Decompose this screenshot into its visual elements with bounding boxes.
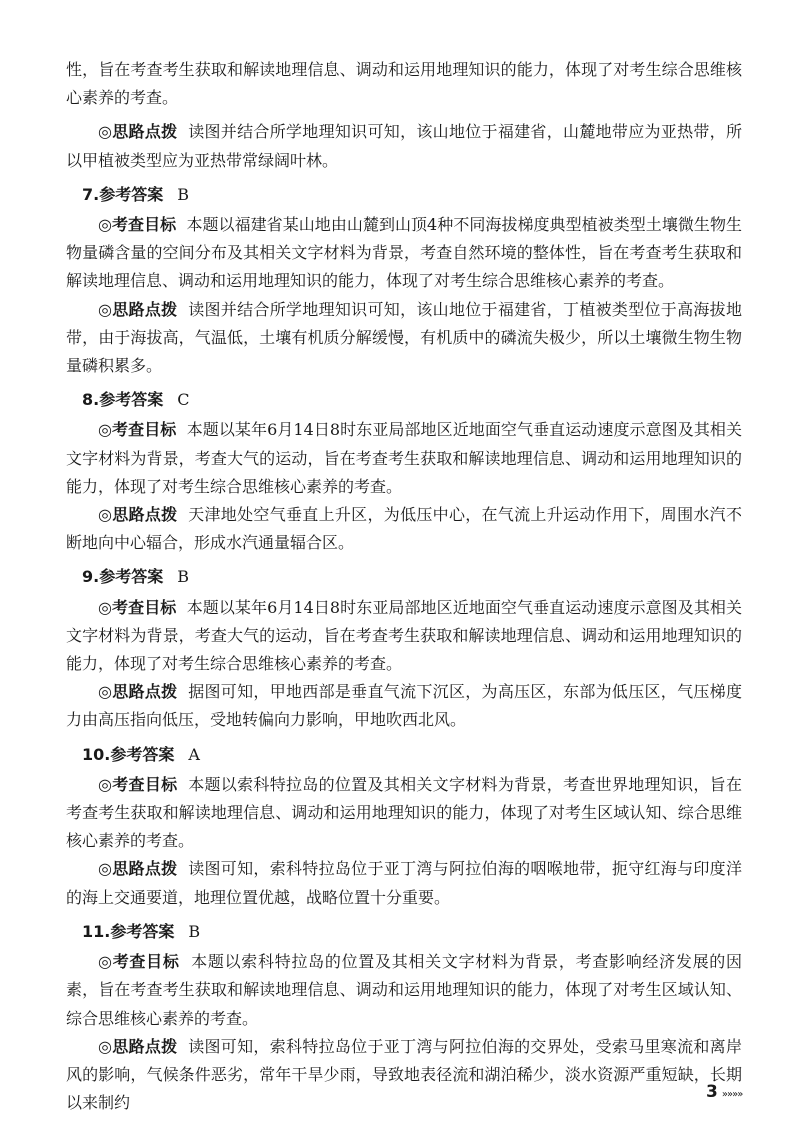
answer-line [66,181,742,209]
answer-label: 参考答案 [110,921,175,941]
goal-label: 考查目标 [112,774,178,794]
question-number: 11. [82,921,111,941]
tip-label: 思路点拨 [112,859,178,879]
tip-text: 读图并结合所学地理知识可知，该山地位于福建省，山麓地带应为亚热带，所以甲植被类型应为亚热带常绿阔叶林。 [66,122,742,170]
goal-paragraph [66,594,742,679]
bullet-mark-icon: ◎ [98,682,113,702]
answer-page [66,56,742,1117]
answer-label: 参考答案 [110,744,175,764]
question-number: 7. [82,184,100,204]
bullet-mark-icon: ◎ [98,505,113,525]
goal-paragraph [66,771,742,856]
page-footer [706,1082,742,1102]
bullet-mark-icon: ◎ [98,859,113,879]
answer-item-8 [66,386,742,557]
question-number: 9. [82,567,100,587]
answer-item-9 [66,563,742,734]
tip-text: 读图并结合所学地理知识可知，该山地位于福建省，丁植被类型位于高海拔地带，由于海拔高，气温低，土壤有机质分解缓慢，有机质中的磷流失极少，所以土壤微生物生物量磷积累多。 [66,299,742,376]
question-number: 10. [82,744,111,764]
goal-text: 本题以福建省某山地由山麓到山顶4种不同海拔梯度典型植被类型土壤微生物生物量磷含量的空间分布及其相关文字材料为背景，考查自然环境的整体性，旨在考查考生获取和解读地理信息、调动和运用地理知识的能力，体现了对考生综合思维核心素养的考查。 [66,215,743,291]
answer-key: C [177,390,190,410]
answer-line [66,918,742,946]
page-arrows-icon: »»»» [721,1089,743,1100]
answer-label: 参考答案 [99,390,164,410]
tip-text: 据图可知，甲地西部是垂直气流下沉区，为高压区，东部为低压区，气压梯度力由高压指向低压，受地转偏向力影响，甲地吹西北风。 [66,682,742,730]
question-number: 8. [82,390,100,410]
intro-paragraph [66,56,742,112]
tip-paragraph [66,678,742,734]
answer-item-7 [66,181,742,380]
answer-line [66,563,742,591]
bullet-mark-icon: ◎ [98,122,113,142]
bullet-mark-icon: ◎ [98,597,113,617]
answer-label: 参考答案 [99,567,164,587]
tip-text: 读图可知，索科特拉岛位于亚丁湾与阿拉伯海的咽喉地带，扼守红海与印度洋的海上交通要道，地理位置优越，战略位置十分重要。 [66,859,742,907]
bullet-mark-icon: ◎ [98,774,113,794]
goal-label: 考查目标 [112,215,177,235]
answer-line [66,741,742,769]
goal-text: 本题以某年6月14日8时东亚局部地区近地面空气垂直运动速度示意图及其相关文字材料为背景，考查大气的运动，旨在考查考生获取和解读地理信息、调动和运用地理知识的能力，体现了对考生综合思维核心素养的考查。 [66,597,742,674]
answer-item-11 [66,918,742,1117]
goal-label: 考查目标 [112,952,180,972]
goal-text: 本题以索科特拉岛的位置及其相关文字材料为背景，考查世界地理知识，旨在考查考生获取和解读地理信息、调动和运用地理知识的能力，体现了对考生区域认知、综合思维核心素养的考查。 [66,774,742,851]
tip-paragraph [66,501,742,557]
answer-label: 参考答案 [99,184,164,204]
answer-key: B [177,184,189,204]
answer-item-10 [66,741,742,912]
bullet-mark-icon: ◎ [98,420,113,440]
tip-paragraph [66,296,742,381]
tip-paragraph [66,855,742,911]
answer-key: B [177,567,189,587]
tip-text: 天津地处空气垂直上升区，为低压中心，在气流上升运动作用下，周围水汽不断地向中心辐合，形成水汽通量辐合区。 [66,505,742,553]
tip-label: 思路点拨 [112,682,178,702]
tip-label: 思路点拨 [112,505,178,525]
tip-label: 思路点拨 [112,1036,178,1056]
intro-text: 性，旨在考查考生获取和解读地理信息、调动和运用地理知识的能力，体现了对考生综合思维核心素养的考查。 [66,60,742,108]
page-number: 3 [706,1082,718,1102]
answer-key: A [188,744,200,764]
bullet-mark-icon: ◎ [98,215,113,235]
bullet-mark-icon: ◎ [98,299,113,319]
intro-tip-paragraph [66,118,742,174]
goal-text: 本题以索科特拉岛的位置及其相关文字材料为背景，考查影响经济发展的因素，旨在考查考生获取和解读地理信息、调动和运用地理知识的能力，体现了对考生区域认知、综合思维核心素养的考查。 [66,952,742,1028]
goal-paragraph [66,948,742,1033]
tip-label: 思路点拨 [112,122,178,142]
goal-label: 考查目标 [112,597,177,617]
answer-key: B [188,921,201,941]
tip-label: 思路点拨 [112,299,178,319]
bullet-mark-icon: ◎ [98,1036,113,1056]
goal-paragraph [66,416,742,501]
tip-text: 读图可知，索科特拉岛位于亚丁湾与阿拉伯海的交界处，受索马里寒流和离岸风的影响，气候条件恶劣，常年干旱少雨，导致地表径流和湖泊稀少，淡水资源严重短缺，长期以来制约 [66,1036,742,1113]
goal-label: 考查目标 [112,420,177,440]
goal-paragraph [66,211,742,296]
bullet-mark-icon: ◎ [98,952,113,972]
answer-line [66,386,742,414]
goal-text: 本题以某年6月14日8时东亚局部地区近地面空气垂直运动速度示意图及其相关文字材料为背景，考查大气的运动，旨在考查考生获取和解读地理信息、调动和运用地理知识的能力，体现了对考生综合思维核心素养的考查。 [66,420,742,496]
tip-paragraph [66,1033,742,1118]
